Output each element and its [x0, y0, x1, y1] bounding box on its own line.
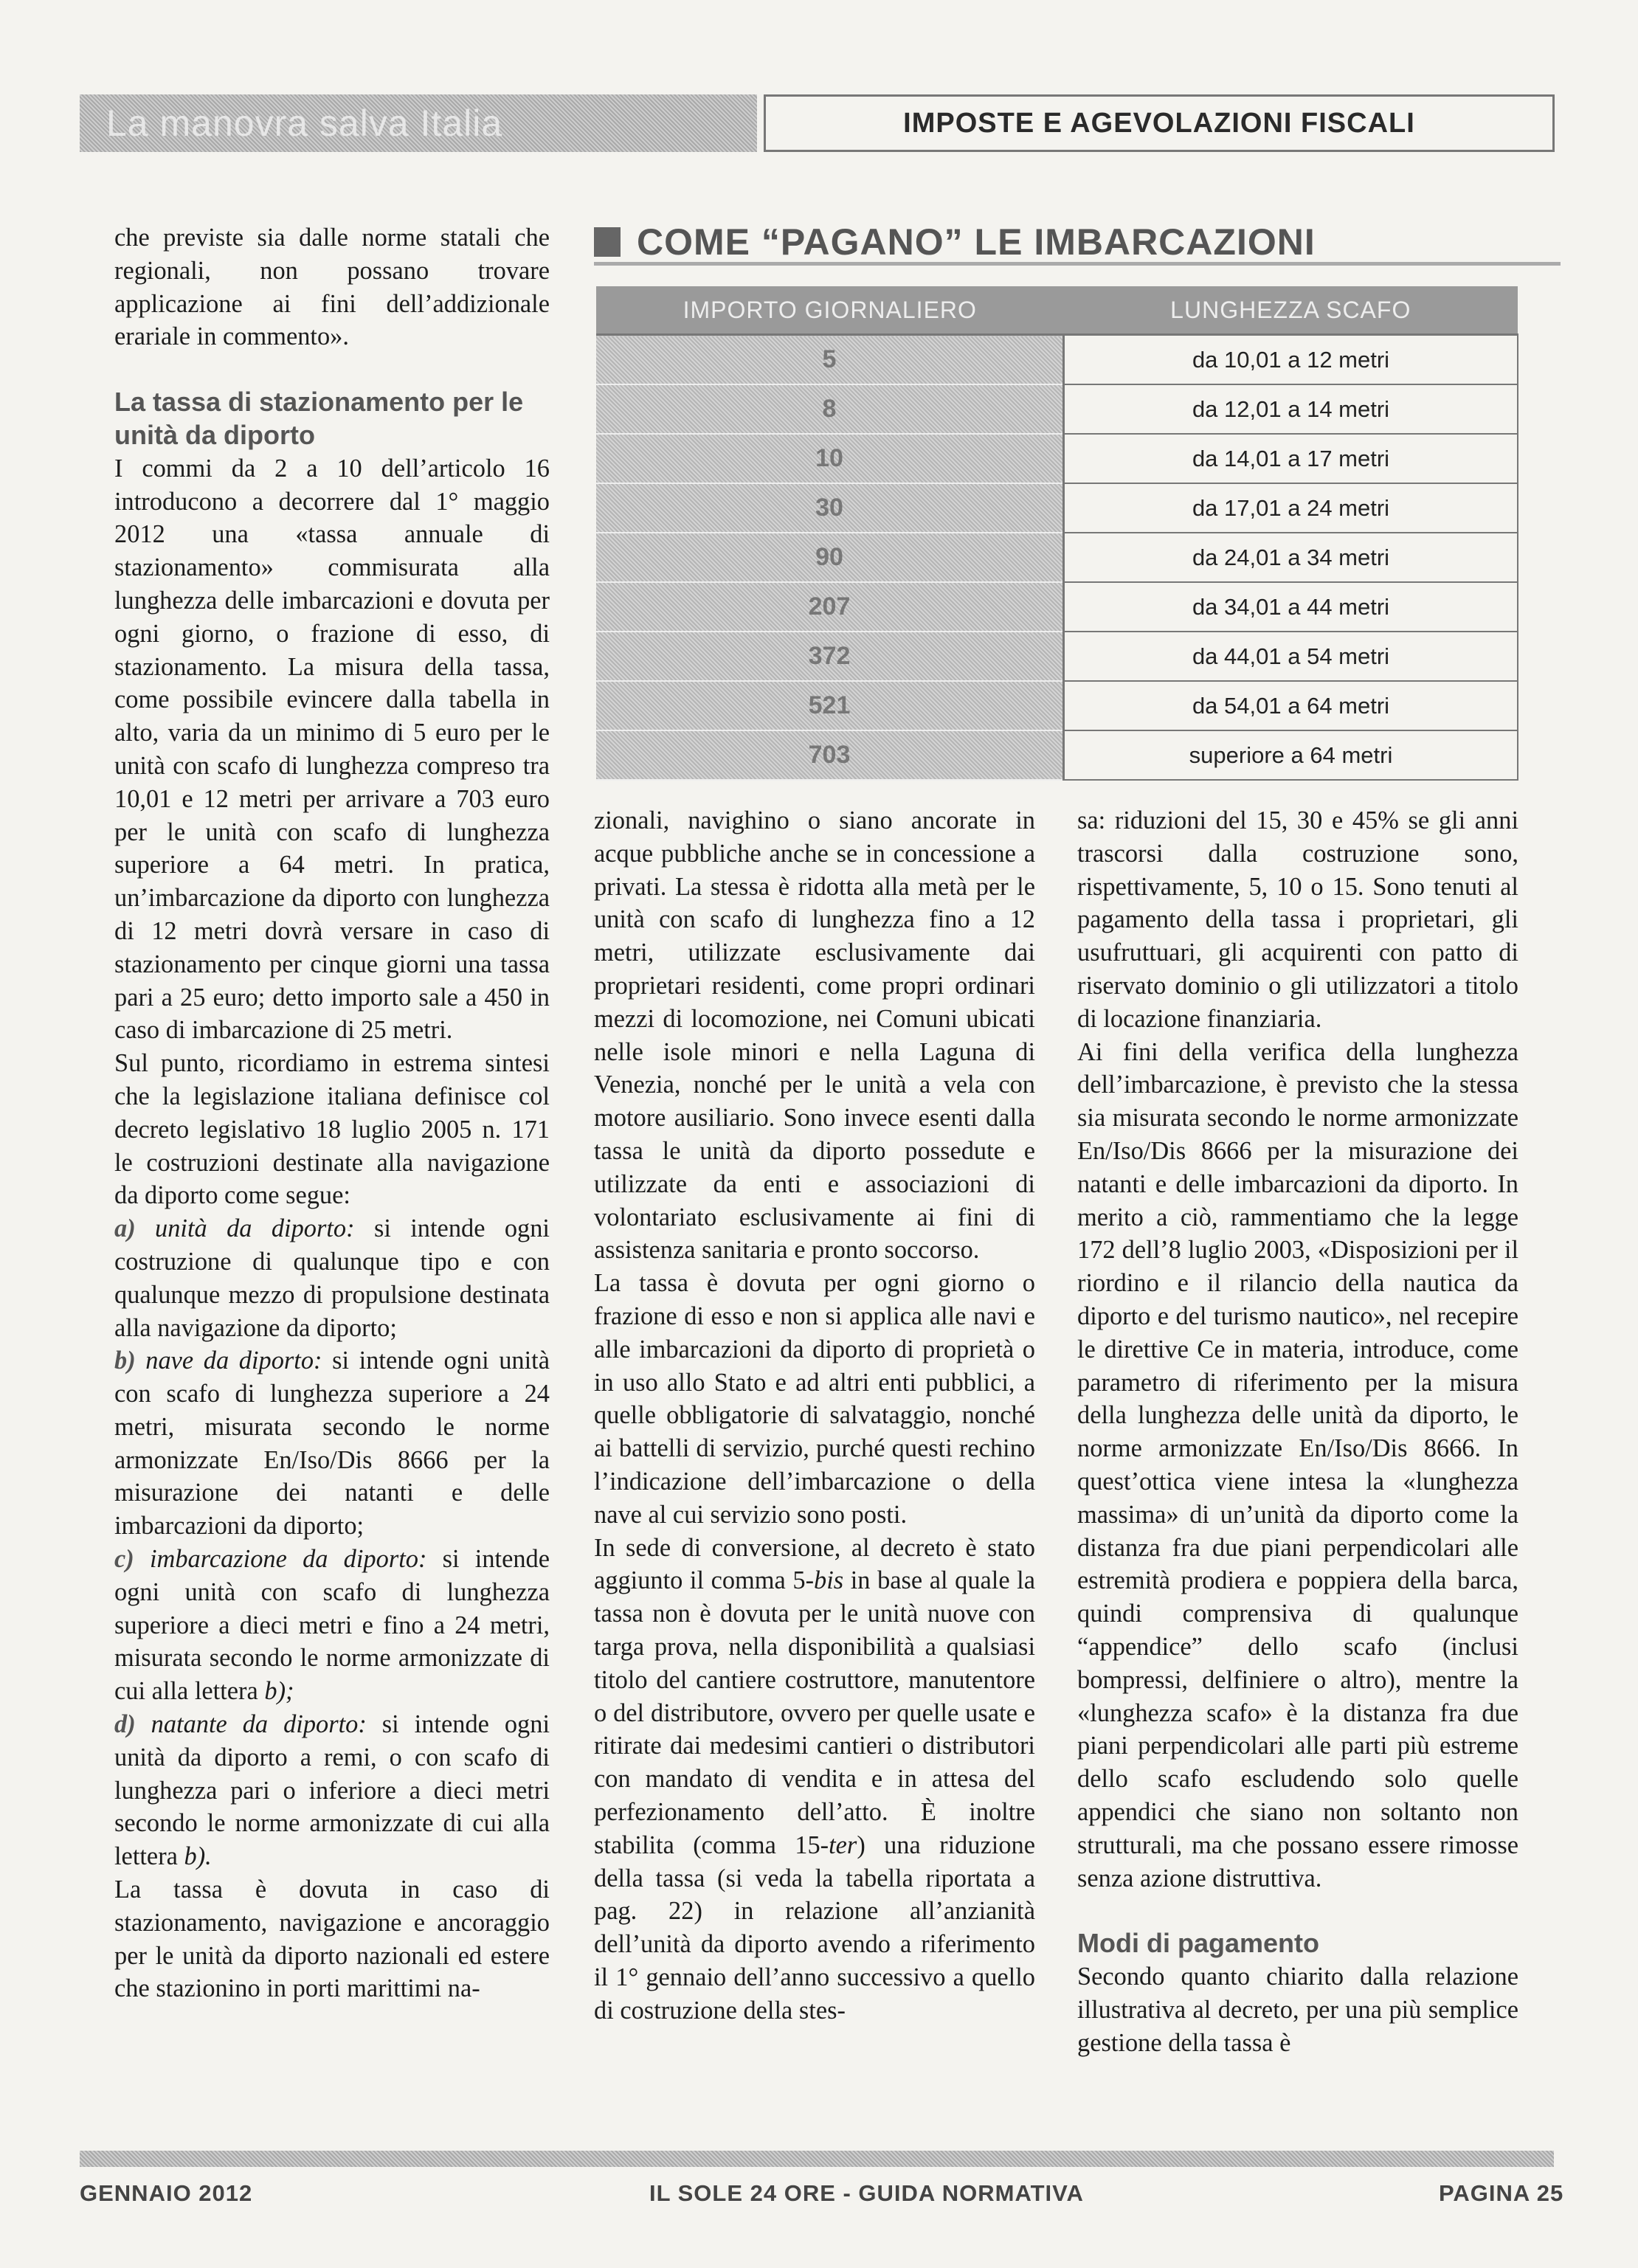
length-cell: da 44,01 a 54 metri	[1064, 632, 1518, 681]
definition-ref: b).	[184, 1842, 212, 1871]
length-cell: da 17,01 a 24 metri	[1064, 483, 1518, 533]
tax-table	[596, 286, 1518, 781]
footer-date: GENNAIO 2012	[80, 2180, 253, 2206]
paragraph: In sede di conversione, al decreto è stato aggiunto il comma 5-bis in base al quale la tassa non è dovuta per le unità nuove con targa prova, nella disponibilità a qualsiasi titolo del cantiere costruttore, manutentore o del distributore, ovvero per quelle usate e ritirate dai medesimi cantieri o distributori con mandato di vendita e in attesa del perfezionamento dell’atto. È inoltre stabilita (comma 15-ter) una riduzione della tassa (si veda la tabella riportata a pag. 22) in relazione all’anzianità dell’unità da diporto avendo a riferimento il 1° gennaio dell’anno successivo a quello di costruzione della stes-	[594, 1533, 1035, 2025]
table-row	[596, 533, 1518, 582]
definition-b	[114, 1344, 550, 1543]
paragraph: Sul punto, ricordiamo in estrema sintesi che la legislazione italiana definisce col decreto legislativo 18 luglio 2005 n. 171 le costruzioni destinate alla navigazione da diporto come segue:	[114, 1049, 550, 1210]
table-row	[596, 483, 1518, 533]
length-cell: superiore a 64 metri	[1064, 730, 1518, 780]
paragraph: sa: riduzioni del 15, 30 e 45% se gli anni trascorsi dalla costruzione sono, rispettivamente, 5, 10 o 15. Sono tenuti al pagamento della tassa i proprietari, gli usufruttuari, gli acquirenti con patto di riservato dominio o gli utilizzatori a titolo di locazione finanziaria.	[1077, 806, 1518, 1033]
definition-text: si intende ogni costruzione di qualunque tipo e con qualunque mezzo di propulsione destinata alla navigazione da diporto;	[114, 1214, 550, 1342]
table-row	[596, 730, 1518, 780]
section-title: La manovra salva Italia	[106, 103, 503, 144]
length-cell: da 24,01 a 34 metri	[1064, 533, 1518, 582]
amount-cell: 8	[596, 384, 1064, 434]
definition-d	[114, 1708, 550, 1873]
list-letter: a)	[114, 1214, 136, 1243]
table-title-bar	[594, 221, 1561, 266]
amount-cell: 521	[596, 681, 1064, 730]
length-cell: da 54,01 a 64 metri	[1064, 681, 1518, 730]
footer-divider	[80, 2151, 1554, 2167]
definition-term: imbarcazione da diporto:	[149, 1545, 427, 1574]
footer-page-number: PAGINA 25	[1439, 2180, 1564, 2206]
definition-text: si intende ogni unità da diporto a remi, o con scafo di lunghezza pari o inferiore a dieci metri secondo le norme armonizzate di cui alla lettera	[114, 1710, 550, 1871]
length-cell: da 34,01 a 44 metri	[1064, 582, 1518, 632]
category-title: IMPOSTE E AGEVOLAZIONI FISCALI	[903, 107, 1415, 139]
amount-cell: 703	[596, 730, 1064, 780]
paragraph: I commi da 2 a 10 dell’articolo 16 introducono a decorrere dal 1° maggio 2012 una «tassa annuale di stazionamento» commisurata alla lunghezza delle imbarcazioni e dovuta per ogni giorno, o frazione di esso, di stazionamento. La misura della tassa, come possibile evincere dalla tabella in alto, varia da un minimo di 5 euro per le unità con scafo di lunghezza compreso tra 10,01 e 12 metri per arrivare a 703 euro per le unità con scafo di lunghezza superiore a 64 metri. In pratica, un’imbarcazione da diporto con lunghezza di 12 metri dovrà versare in caso di stazionamento per cinque giorni una tassa pari a 25 euro; detto importo sale a 450 in caso di imbarcazione di 25 metri.	[114, 454, 550, 1045]
paragraph: zionali, navighino o siano ancorate in acque pubbliche anche se in concessione a privati. La stessa è ridotta alla metà per le unità con scafo di lunghezza fino a 12 metri, utilizzate esclusivamente dai proprietari residenti, come propri ordinari mezzi di locomozione, nei Comuni ubicati nelle isole minori e nella Laguna di Venezia, nonché per le unità a vela con motore ausiliario. Sono invece esenti dalla tassa le unità da diporto possedute e utilizzate da enti e associazioni di volontariato esclusivamente ai fini di assistenza sanitaria e pronto soccorso.	[594, 806, 1035, 1265]
table-row	[596, 582, 1518, 632]
paragraph: Secondo quanto chiarito dalla relazione illustrativa al decreto, per una più semplice gestione della tassa è	[1077, 1963, 1518, 2057]
category-banner	[764, 94, 1555, 152]
definition-c	[114, 1543, 550, 1708]
amount-cell: 372	[596, 632, 1064, 681]
length-cell: da 14,01 a 17 metri	[1064, 434, 1518, 483]
amount-cell: 30	[596, 483, 1064, 533]
list-letter: d)	[114, 1710, 136, 1739]
table-row	[596, 632, 1518, 681]
table-row	[596, 384, 1518, 434]
paragraph: La tassa è dovuta per ogni giorno o frazione di esso e non si applica alle navi e alle imbarcazioni da diporto di proprietà o in uso allo Stato e ad altri enti pubblici, a quelle obbligatorie di salvataggio, nonché ai battelli di servizio, purché questi rechino l’indicazione dell’imbarcazione o della nave al cui servizio sono posti.	[594, 1269, 1035, 1529]
amount-cell: 207	[596, 582, 1064, 632]
definition-text: si intende ogni unità con scafo di lunghezza superiore a 24 metri, misurata secondo le norme armonizzate En/Iso/Dis 8666 per la misurazione dei natanti e delle imbarcazioni da diporto;	[114, 1346, 550, 1541]
footer-publication: IL SOLE 24 ORE - GUIDA NORMATIVA	[649, 2180, 1084, 2206]
definition-a	[114, 1212, 550, 1344]
definition-term: unità da diporto:	[155, 1214, 355, 1243]
definition-term: nave da diporto:	[145, 1346, 322, 1375]
column-1	[114, 221, 550, 2005]
table-row	[596, 681, 1518, 730]
column-2	[594, 804, 1035, 2027]
length-cell: da 12,01 a 14 metri	[1064, 384, 1518, 434]
paragraph: La tassa è dovuta in caso di stazionamento, navigazione e ancoraggio per le unità da diporto nazionali ed estere che stazionino in porti marittimi na-	[114, 1875, 550, 2003]
list-letter: b)	[114, 1346, 136, 1375]
intro-paragraph: che previste sia dalle norme statali che regionali, non possano trovare applicazione ai fini dell’addizionale erariale in commento».	[114, 224, 550, 351]
length-cell: da 10,01 a 12 metri	[1064, 335, 1518, 385]
header-length: LUNGHEZZA SCAFO	[1064, 286, 1518, 335]
column-3	[1077, 804, 1518, 2059]
amount-cell: 10	[596, 434, 1064, 483]
table-row	[596, 434, 1518, 483]
list-letter: c)	[114, 1545, 134, 1574]
amount-cell: 5	[596, 335, 1064, 385]
section-heading: Modi di pagamento	[1077, 1928, 1319, 1959]
table-row	[596, 335, 1518, 385]
section-banner	[80, 94, 757, 152]
header-amount: IMPORTO GIORNALIERO	[596, 286, 1064, 335]
square-bullet-icon	[594, 227, 621, 257]
definition-term: natante da diporto:	[151, 1710, 367, 1739]
amount-cell: 90	[596, 533, 1064, 582]
section-heading: La tassa di stazionamento per le unità da diporto	[114, 387, 524, 450]
definition-text: si intende ogni unità con scafo di lunghezza superiore a dieci metri e fino a 24 metri, misurata secondo le norme armonizzate di cui alla lettera	[114, 1545, 550, 1706]
paragraph: Ai fini della verifica della lunghezza dell’imbarcazione, è previsto che la stessa sia misurata secondo le norme armonizzate En/Iso/Dis 8666 per la misurazione dei natanti e delle imbarcazioni da diporto. In merito a ciò, rammentiamo che la legge 172 dell’8 luglio 2003, «Disposizioni per il riordino e il rilancio della nautica da diporto e del turismo nautico», nel recepire le direttive Ce in materia, introduce, come parametro di riferimento per la misura della lunghezza delle unità da diporto, le norme armonizzate En/Iso/Dis 8666. In quest’ottica viene intesa la «lunghezza massima» di un’unità da diporto come la distanza fra due piani perpendicolari alle estremità prodiera e poppiera della barca, quindi comprensiva di qualunque “appendice” dello scafo (inclusi bompressi, delfiniere o altro), mentre la «lunghezza scafo» è la distanza fra due piani perpendicolari alle parti più estreme dello scafo escludendo solo quelle appendici che siano non soltanto non strutturali, ma che possano essere rimosse senza azione distruttiva.	[1077, 1037, 1518, 1892]
definition-ref: b);	[264, 1677, 294, 1706]
table-title: COME “PAGANO” LE IMBARCAZIONI	[637, 221, 1316, 263]
